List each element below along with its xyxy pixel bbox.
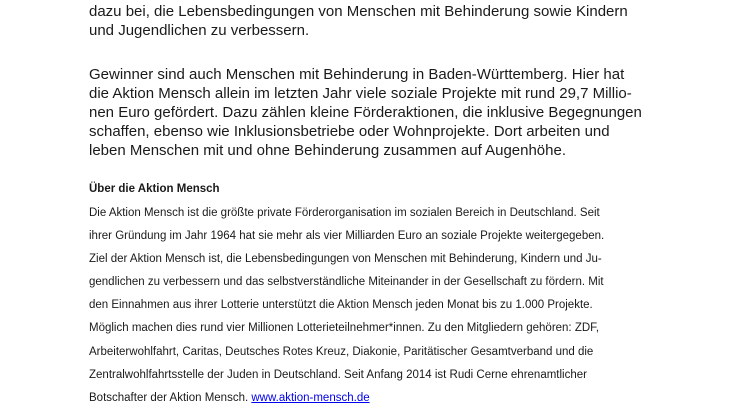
- about-line-3: Ziel der Aktion Mensch ist, die Lebensbedingungen von Menschen mit Behinderung, Kindern und Ju-: [89, 253, 602, 266]
- about-line-5: den Einnahmen aus ihrer Lotterie unterstützt die Aktion Mensch jeden Monat bis zu 1.000 Projekte.: [89, 299, 593, 312]
- intro-paragraph: [89, 2, 628, 40]
- about-line-1: Die Aktion Mensch ist die größte private Förderorganisation im sozialen Bereich in Deutschland. Seit: [89, 207, 600, 219]
- about-line-6: Möglich machen dies rund vier Millionen Lotterieteilnehmer*innen. Zu den Mitgliedern gehören: ZDF,: [89, 322, 600, 335]
- about-line-7: Arbeiterwohlfahrt, Caritas, Deutsches Rotes Kreuz, Diakonie, Paritätischer Gesamtverband und die: [89, 345, 594, 358]
- about-text: [89, 202, 629, 410]
- about-heading: Über die Aktion Mensch: [89, 183, 220, 195]
- winners-paragraph: [89, 65, 642, 160]
- about-section: [89, 180, 629, 410]
- about-line-9: [89, 387, 629, 410]
- winners-line-4: schaffen, ebenso wie Inklusionsbetriebe oder Wohnprojekte. Dort arbeiten und: [89, 123, 610, 140]
- intro-line-2: und Jugendlichen zu verbessern.: [89, 22, 310, 39]
- aktion-mensch-website-link[interactable]: www.aktion-mensch.de: [251, 391, 370, 404]
- intro-line-1: dazu bei, die Lebensbedingungen von Menschen mit Behinderung sowie Kindern: [89, 3, 628, 20]
- winners-line-5: leben Menschen mit und ohne Behinderung zusammen auf Augenhöhe.: [89, 142, 567, 159]
- about-last-line-text: Botschafter der Aktion Mensch.: [89, 391, 252, 404]
- winners-line-1: Gewinner sind auch Menschen mit Behinderung in Baden-Württemberg. Hier hat: [89, 66, 625, 83]
- about-line-8: Zentralwohlfahrtsstelle der Juden in Deutschland. Seit Anfang 2014 ist Rudi Cerne ehrenamtlicher: [89, 368, 587, 381]
- winners-line-2: die Aktion Mensch allein im letzten Jahr viele soziale Projekte mit rund 29,7 Millio-: [89, 85, 632, 102]
- winners-line-3: nen Euro gefördert. Dazu zählen kleine Förderaktionen, die inklusive Begegnungen: [89, 104, 642, 121]
- about-line-4: gendlichen zu verbessern und das selbstverständliche Miteinander in der Gesellschaft zu fördern. Mit: [89, 276, 604, 289]
- about-line-2: ihrer Gründung im Jahr 1964 hat sie mehr als vier Milliarden Euro an soziale Projekte weitergegeben.: [89, 230, 605, 243]
